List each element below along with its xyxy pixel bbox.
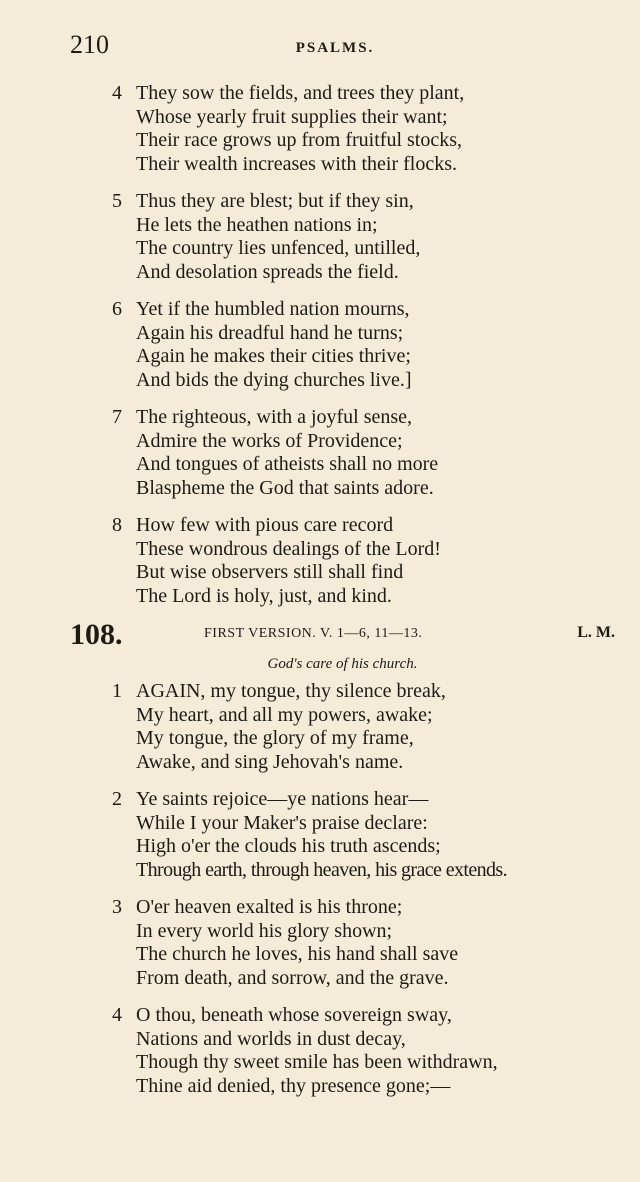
verse-line: Thine aid denied, thy presence gone;— [136, 1074, 451, 1097]
verse-line: And desolation spreads the field. [136, 260, 399, 283]
hymn-subtitle: God's care of his church. [267, 656, 418, 672]
stanza-number: 6 [112, 298, 122, 320]
stanza-number: 3 [112, 896, 122, 918]
verse-line: Their wealth increases with their flocks. [136, 152, 457, 175]
verse-line: In every world his glory shown; [136, 919, 393, 942]
stanza-number: 4 [112, 1004, 122, 1026]
verse-line: The church he loves, his hand shall save [136, 943, 459, 965]
verse-line: He lets the heathen nations in; [136, 213, 378, 236]
verse-line: From death, and sorrow, and the grave. [136, 966, 449, 989]
stanza [112, 82, 626, 176]
stanza [112, 1004, 636, 1098]
psalm-108-heading [70, 618, 615, 672]
verse-line: My tongue, the glory of my frame, [136, 727, 414, 749]
verse-line: O'er heaven exalted is his throne; [136, 896, 403, 918]
verse-line: Nations and worlds in dust decay, [136, 1027, 406, 1050]
stanza-number: 4 [112, 82, 122, 104]
verse-line: My heart, and all my powers, awake; [136, 703, 433, 726]
verse-line: O thou, beneath whose sovereign sway, [136, 1004, 452, 1026]
verse-line: Though thy sweet smile has been withdrawn, [136, 1051, 498, 1073]
page-number: 210 [70, 30, 109, 59]
psalm-107-continued [112, 82, 626, 622]
verse-line: Whose yearly fruit supplies their want; [136, 105, 448, 128]
hymn-number: 108. [70, 618, 123, 651]
stanza [112, 514, 626, 608]
verse-line: Through earth, through heaven, his grace extends. [136, 858, 508, 881]
verse-line: These wondrous dealings of the Lord! [136, 537, 441, 560]
stanza-number: 8 [112, 514, 122, 536]
verse-line: They sow the fields, and trees they plant, [136, 82, 465, 104]
stanza [112, 896, 636, 990]
verse-line: Their race grows up from fruitful stocks, [136, 129, 463, 151]
verse-line: AGAIN, my tongue, thy silence break, [136, 680, 446, 702]
verse-line: Thus they are blest; but if they sin, [136, 190, 414, 212]
verse-line: The righteous, with a joyful sense, [136, 406, 413, 428]
verse-line: How few with pious care record [136, 514, 394, 536]
verse-line: And tongues of atheists shall no more [136, 453, 439, 475]
stanza [112, 190, 626, 284]
stanza-number: 1 [112, 680, 122, 702]
stanza [112, 788, 636, 882]
meter-label: L. M. [577, 624, 615, 641]
verse-line: But wise observers still shall find [136, 561, 404, 583]
stanza-number: 5 [112, 190, 122, 212]
stanza-number: 2 [112, 788, 122, 810]
page-header [70, 30, 600, 70]
verse-line: Again his dreadful hand he turns; [136, 321, 404, 344]
verse-line: And bids the dying churches live.] [136, 368, 412, 391]
verse-line: Yet if the humbled nation mourns, [136, 298, 410, 320]
verse-line: The Lord is holy, just, and kind. [136, 584, 392, 607]
verse-line: The country lies unfenced, untilled, [136, 237, 421, 259]
verse-line: Awake, and sing Jehovah's name. [136, 750, 404, 773]
stanza-number: 7 [112, 406, 122, 428]
version-label: FIRST VERSION. V. 1—6, 11—13. [204, 626, 423, 641]
verse-line: Blaspheme the God that saints adore. [136, 476, 434, 499]
running-head: PSALMS. [295, 40, 375, 56]
verse-line: Ye saints rejoice—ye nations hear— [136, 788, 429, 810]
verse-line: High o'er the clouds his truth ascends; [136, 835, 441, 857]
verse-line: Admire the works of Providence; [136, 429, 403, 452]
verse-line: Again he makes their cities thrive; [136, 345, 411, 367]
stanza [112, 680, 636, 774]
psalm-108-text [112, 680, 636, 1112]
stanza [112, 298, 626, 392]
verse-line: While I your Maker's praise declare: [136, 811, 428, 834]
stanza [112, 406, 626, 500]
